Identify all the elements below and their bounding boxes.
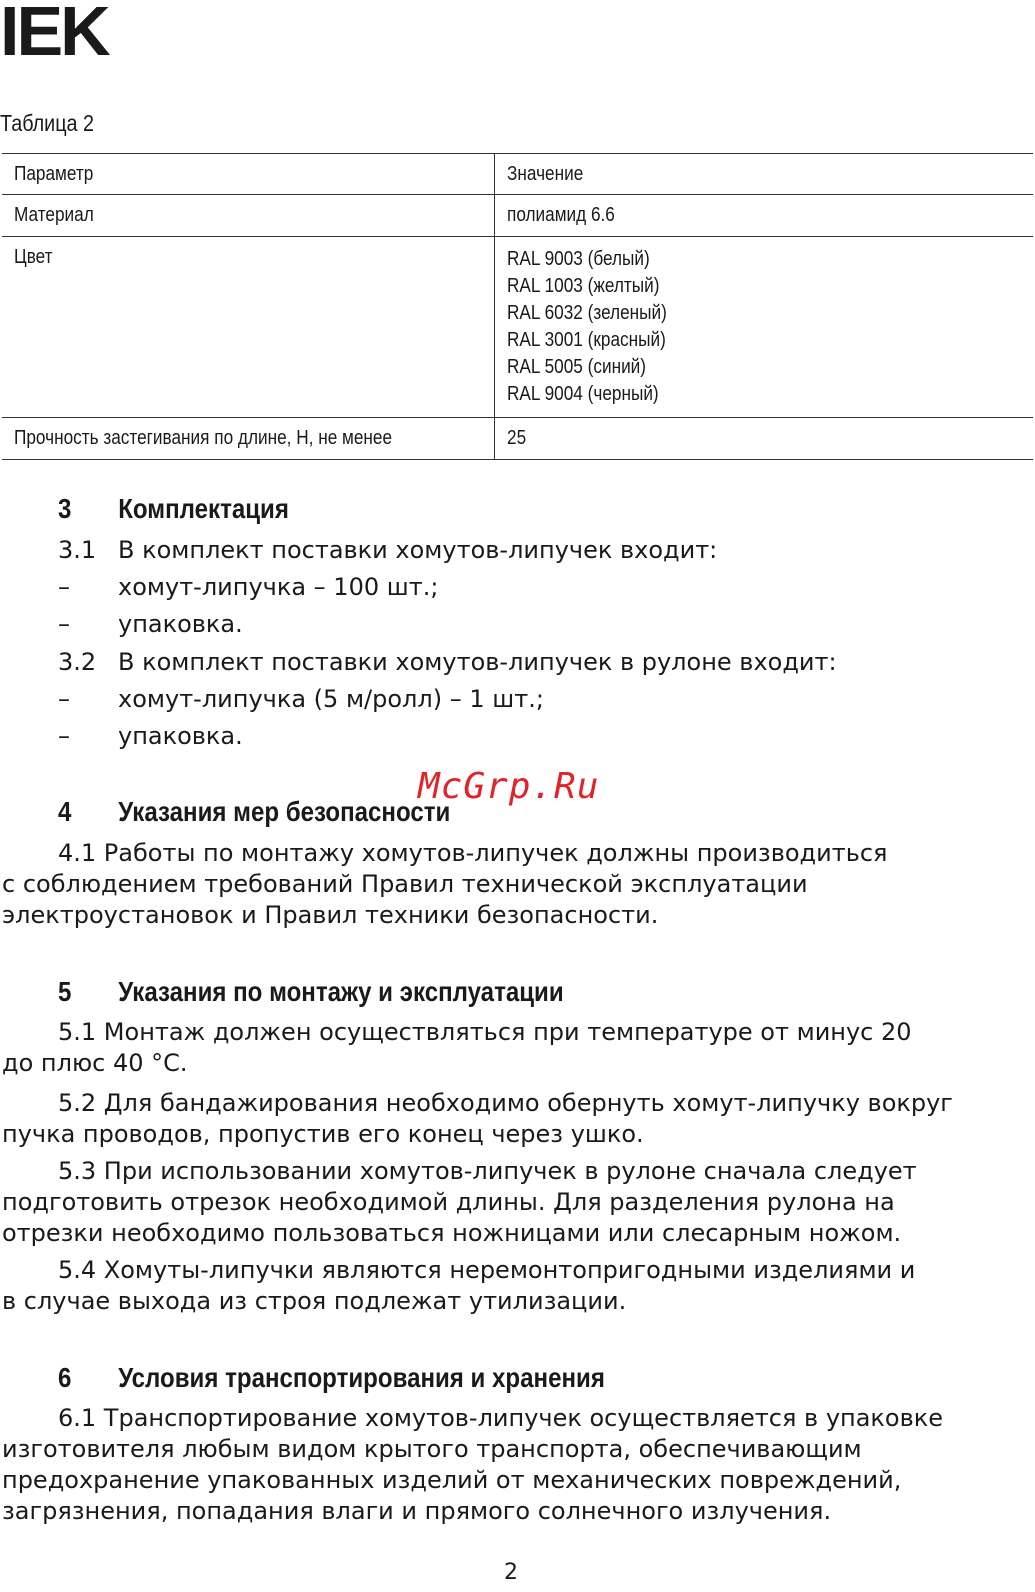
paragraph-line: с соблюдением требований Правил технической эксплуатации xyxy=(2,870,808,898)
paragraph-line: 5.3 При использовании хомутов-липучек в рулоне сначала следует xyxy=(58,1157,917,1185)
paragraph-line: 5.4 Хомуты-липучки являются неремонтопригодными изделиями и xyxy=(58,1256,916,1284)
item-3-1-num: 3.1 xyxy=(58,536,97,564)
list-item: упаковка. xyxy=(118,610,243,638)
item-3-1-text: В комплект поставки хомутов-липучек входит: xyxy=(118,536,718,564)
color-value: RAL 9004 (черный) xyxy=(506,383,659,405)
list-item: хомут-липучка – 100 шт.; xyxy=(118,573,439,601)
item-3-2-num: 3.2 xyxy=(58,648,97,676)
paragraph-line: предохранение упакованных изделий от механических повреждений, xyxy=(2,1466,902,1494)
cell-param: Цвет xyxy=(2,237,494,418)
paragraph-line: пучка проводов, пропустив его конец через ушко. xyxy=(2,1120,644,1148)
paragraph-line: загрязнения, попадания влаги и прямого солнечного излучения. xyxy=(2,1497,832,1525)
list-dash: – xyxy=(58,610,70,638)
list-dash: – xyxy=(58,722,70,750)
section-5-heading: 5 Указания по монтажу и эксплуатации xyxy=(58,976,564,1007)
paragraph-line: отрезки необходимо пользоваться ножницами или слесарным ножом. xyxy=(2,1219,902,1247)
section-3-heading: 3 Комплектация xyxy=(58,493,289,524)
spec-table xyxy=(2,153,1033,460)
item-3-2-text: В комплект поставки хомутов-липучек в рулоне входит: xyxy=(118,648,837,676)
color-value: RAL 1003 (желтый) xyxy=(506,275,659,297)
section-4-heading: 4 Указания мер безопасности xyxy=(58,796,451,827)
paragraph-line: электроустановок и Правил техники безопасности. xyxy=(2,901,659,929)
table-caption: Таблица 2 xyxy=(0,110,95,136)
cell-param: Материал xyxy=(2,195,494,237)
cell-value: 25 xyxy=(494,418,1033,460)
paragraph-line: подготовить отрезок необходимой длины. Для разделения рулона на xyxy=(2,1188,895,1216)
header-param: Параметр xyxy=(2,154,494,195)
paragraph-line: 5.1 Монтаж должен осуществляться при температуре от минус 20 xyxy=(58,1018,912,1046)
paragraph-line: 5.2 Для бандажирования необходимо обернуть хомут-липучку вокруг xyxy=(58,1089,953,1117)
table-row xyxy=(2,237,1033,418)
color-value: RAL 6032 (зеленый) xyxy=(506,302,667,324)
paragraph-line: 4.1 Работы по монтажу хомутов-липучек должны производиться xyxy=(58,839,888,867)
watermark-text: McGrp.Ru xyxy=(418,766,600,807)
table-header-row xyxy=(2,154,1033,195)
paragraph-line: 6.1 Транспортирование хомутов-липучек осуществляется в упаковке xyxy=(58,1404,944,1432)
list-item: хомут-липучка (5 м/ролл) – 1 шт.; xyxy=(118,685,544,713)
paragraph-line: до плюс 40 °С. xyxy=(2,1049,188,1077)
header-value: Значение xyxy=(494,154,1033,195)
cell-value: полиамид 6.6 xyxy=(494,195,1033,237)
color-value: RAL 3001 (красный) xyxy=(506,329,666,351)
list-dash: – xyxy=(58,685,70,713)
table-row xyxy=(2,418,1033,460)
color-value: RAL 9003 (белый) xyxy=(506,248,650,270)
paragraph-line: в случае выхода из строя подлежат утилизации. xyxy=(2,1287,627,1315)
list-dash: – xyxy=(58,573,70,601)
paragraph-line: изготовителя любым видом крытого транспорта, обеспечивающим xyxy=(2,1435,862,1463)
page-number: 2 xyxy=(504,1560,518,1585)
list-item: упаковка. xyxy=(118,722,243,750)
iek-logo: IEK xyxy=(0,0,108,70)
table-row xyxy=(2,195,1033,237)
section-6-heading: 6 Условия транспортирования и хранения xyxy=(58,1362,605,1393)
cell-value xyxy=(494,237,1033,418)
color-value: RAL 5005 (синий) xyxy=(506,356,646,378)
cell-param: Прочность застегивания по длине, Н, не менее xyxy=(2,418,494,460)
